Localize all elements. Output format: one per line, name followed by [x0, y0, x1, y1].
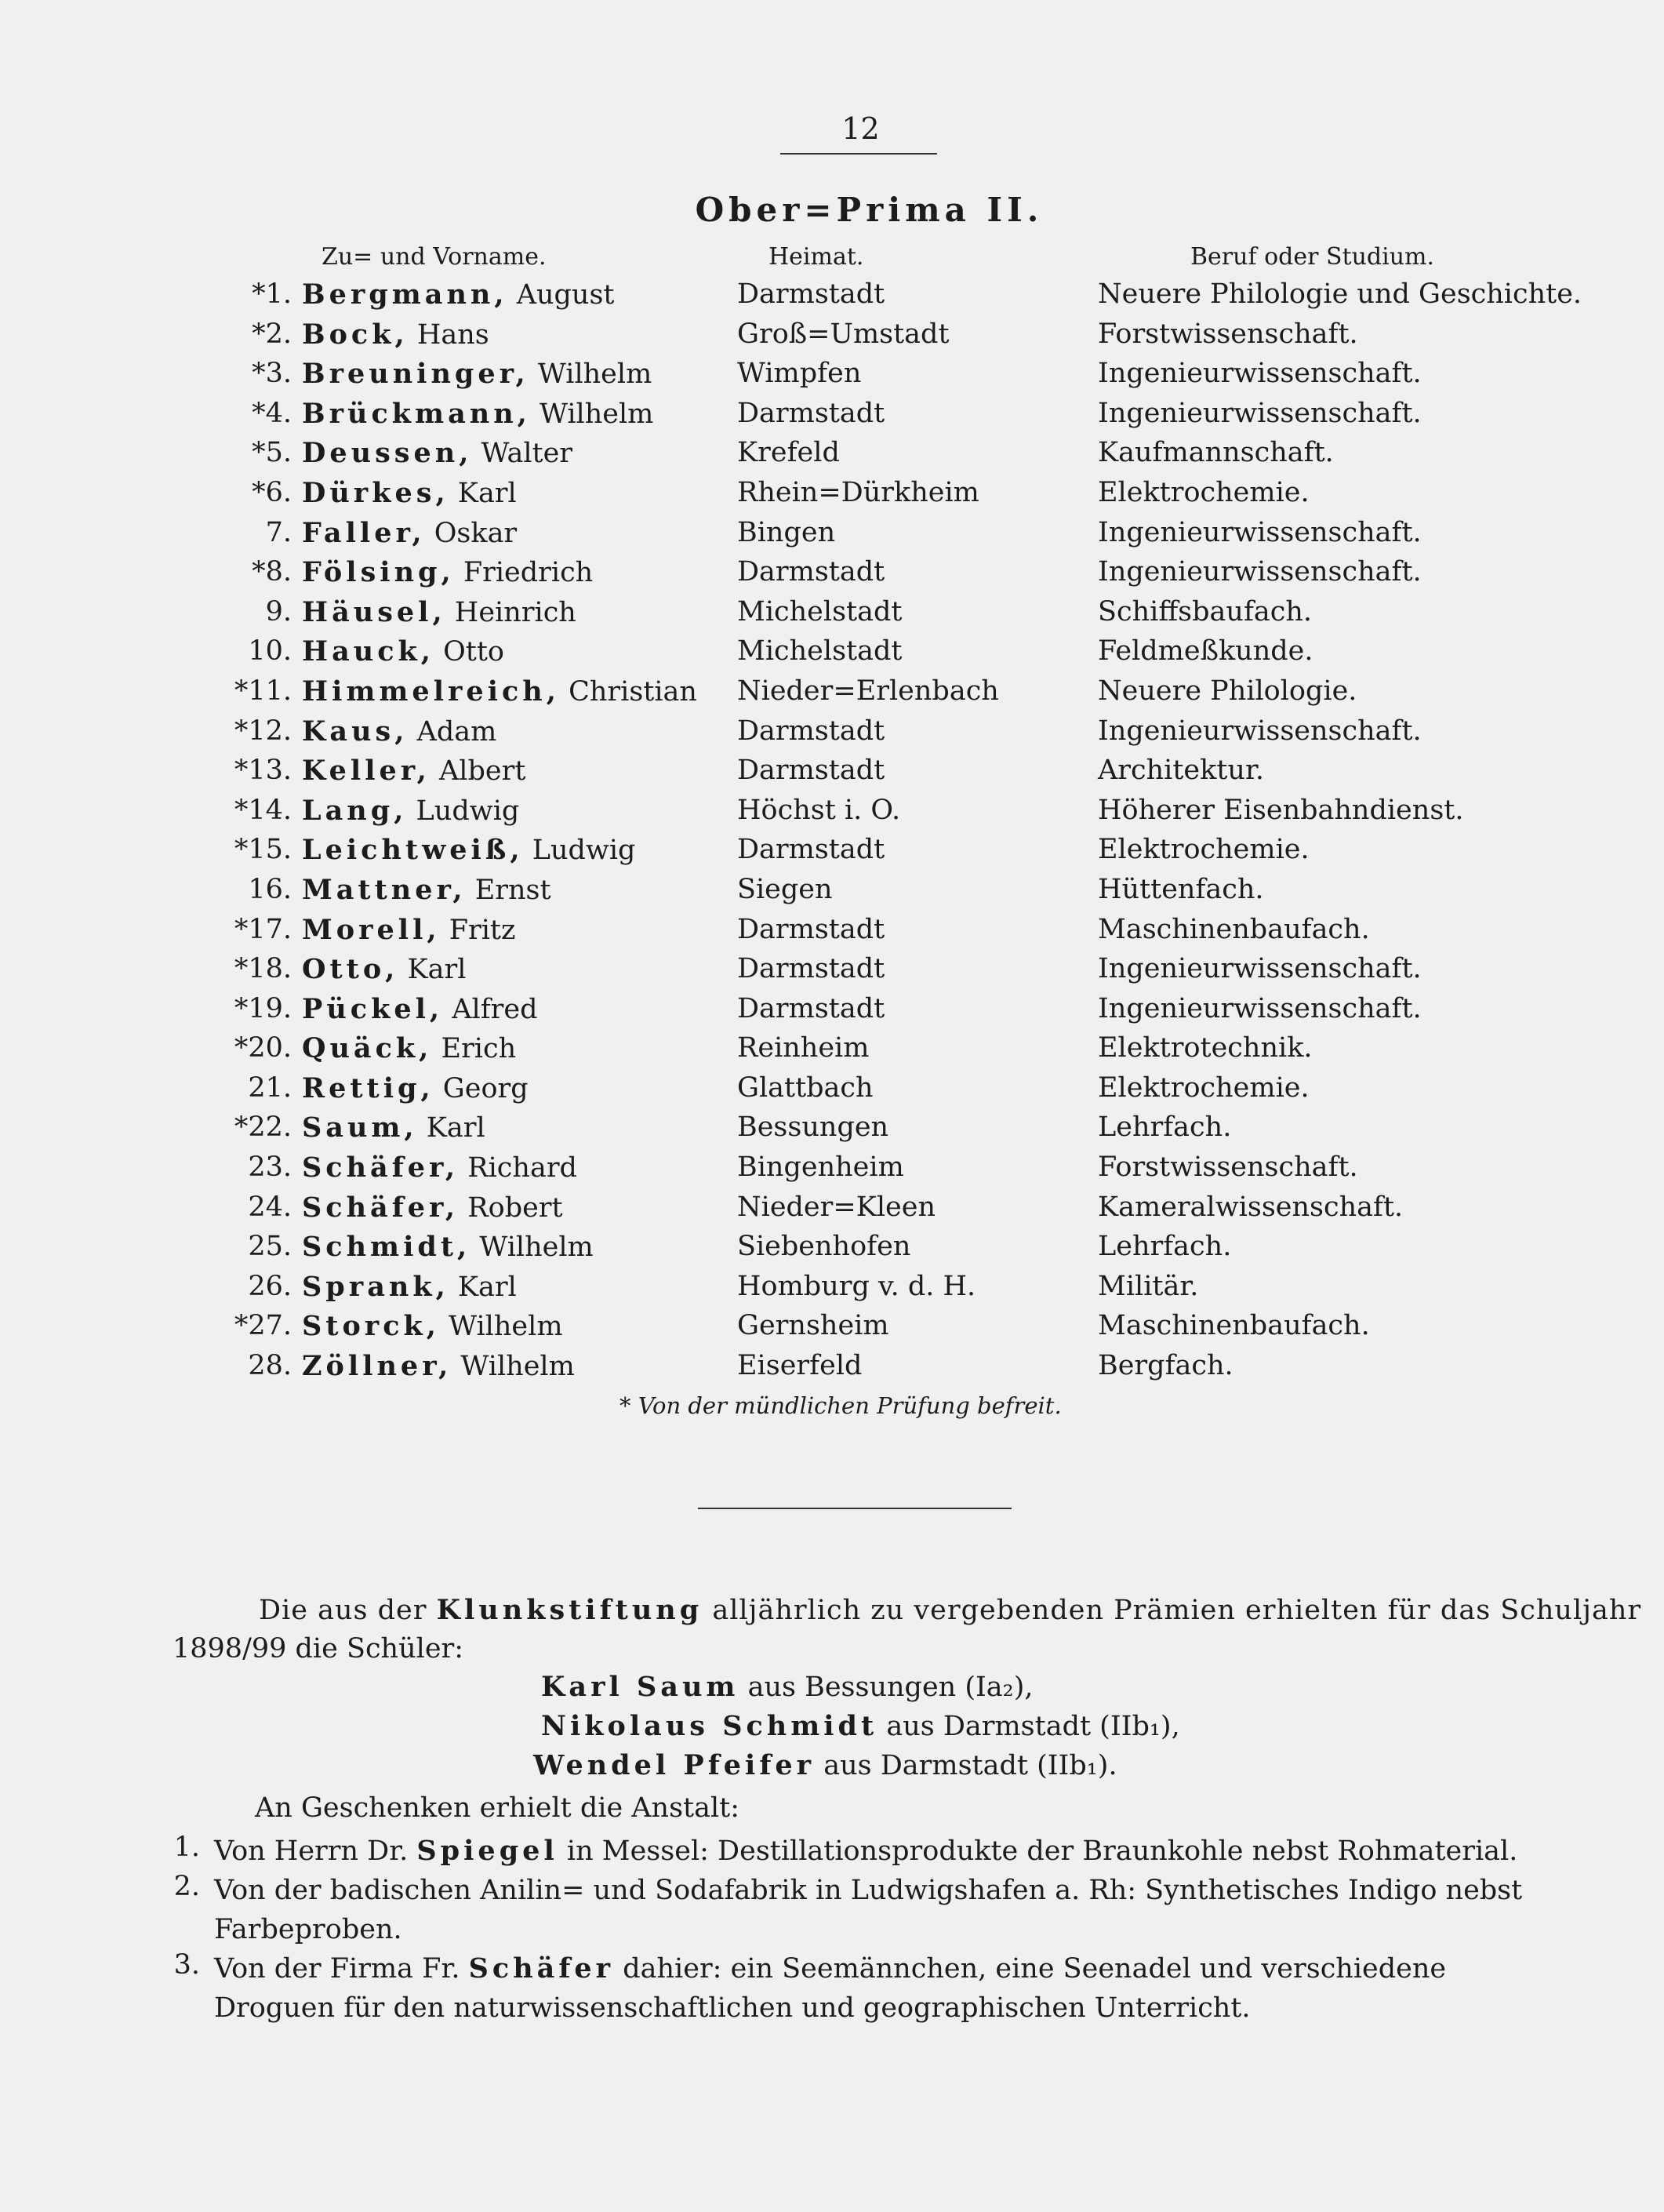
student-name	[302, 477, 517, 509]
student-number: 23.	[248, 1151, 292, 1184]
student-name	[302, 993, 538, 1025]
student-number: *15.	[234, 834, 292, 866]
student-name	[302, 437, 572, 469]
student-firstname: Richard	[467, 1152, 577, 1184]
student-surname: Mattner,	[302, 873, 467, 906]
column-header-career: Beruf oder Studium.	[1190, 243, 1435, 271]
student-career: Militär.	[1098, 1270, 1199, 1302]
student-row	[196, 953, 1576, 993]
winner-detail: aus Bessungen (Ia₂),	[747, 1672, 1034, 1703]
student-firstname: Karl	[457, 1271, 517, 1303]
student-surname: Schäfer,	[302, 1151, 460, 1184]
prize-intro-line-1	[259, 1594, 1642, 1626]
student-row	[196, 1072, 1576, 1112]
winner-name: Nikolaus Schmidt	[541, 1710, 878, 1742]
student-firstname: Wilhelm	[537, 358, 652, 391]
student-surname: Leichtweiß,	[302, 834, 524, 867]
student-career: Elektrochemie.	[1098, 1071, 1310, 1104]
student-name	[302, 914, 515, 946]
student-number: 7.	[265, 516, 292, 548]
student-home: Darmstadt	[737, 278, 885, 310]
student-number: *4.	[252, 397, 292, 429]
student-home: Groß=Umstadt	[737, 318, 950, 350]
prize-winner	[541, 1710, 1180, 1742]
section-title: Ober=Prima II.	[695, 191, 1044, 229]
student-surname: Hauck,	[302, 635, 434, 668]
student-row	[196, 755, 1576, 795]
student-firstname: Ernst	[474, 874, 551, 906]
student-career: Maschinenbaufach.	[1098, 913, 1370, 945]
student-name	[302, 1032, 516, 1064]
gift-text-post: in Messel: Destillationsprodukte der Braunkohle nebst Rohmaterial.	[566, 1835, 1518, 1867]
student-surname: Otto,	[302, 953, 399, 986]
page-number: 12	[841, 111, 880, 146]
student-surname: Fölsing,	[302, 556, 455, 589]
winner-name: Wendel Pfeifer	[533, 1749, 816, 1781]
student-surname: Zöllner,	[302, 1350, 452, 1383]
prize-intro-text-a: Die aus der	[259, 1595, 427, 1626]
student-number: 16.	[248, 873, 292, 905]
student-number: 24.	[248, 1191, 292, 1223]
student-surname: Sprank,	[302, 1270, 449, 1303]
student-home: Gernsheim	[737, 1310, 889, 1342]
student-firstname: Ludwig	[532, 835, 636, 867]
student-career: Maschinenbaufach.	[1098, 1310, 1370, 1342]
student-home: Nieder=Erlenbach	[737, 675, 999, 707]
student-table	[196, 278, 1582, 1390]
student-career: Elektrochemie.	[1098, 476, 1310, 508]
student-surname: Dürkes,	[302, 476, 449, 509]
student-firstname: Wilhelm	[460, 1351, 575, 1383]
student-number: *18.	[234, 953, 292, 985]
student-career: Schiffsbaufach.	[1098, 595, 1313, 628]
student-surname: Brückmann,	[302, 397, 531, 430]
gift-text: Von der badischen Anilin= und Sodafabrik in Ludwigshafen a. Rh: Synthetisches Indigo nebst Farbeproben.	[214, 1875, 1523, 1945]
student-row	[196, 437, 1576, 477]
student-number: *3.	[252, 358, 292, 390]
gift-donor-name: Schäfer	[468, 1952, 615, 1985]
winner-detail: aus Darmstadt (IIb₁),	[886, 1711, 1180, 1742]
student-firstname: Christian	[569, 675, 697, 708]
student-row	[196, 635, 1576, 675]
student-home: Darmstadt	[737, 397, 885, 429]
winner-detail: aus Darmstadt (IIb₁).	[823, 1750, 1117, 1781]
student-career: Höherer Eisenbahndienst.	[1098, 794, 1464, 826]
gift-text-post: dahier: ein Seemännchen, eine Seenadel und verschiedene Droguen für den naturwissenschaftlichen und geographischen Unterricht.	[214, 1953, 1447, 2024]
student-home: Bessungen	[737, 1111, 889, 1144]
student-career: Neuere Philologie.	[1098, 675, 1357, 707]
student-home: Darmstadt	[737, 913, 885, 945]
student-home: Glattbach	[737, 1071, 874, 1104]
student-career: Elektrochemie.	[1098, 834, 1310, 866]
student-career: Elektrotechnik.	[1098, 1032, 1313, 1064]
student-firstname: Friedrich	[463, 557, 594, 589]
student-row	[196, 834, 1576, 874]
student-home: Bingen	[737, 516, 836, 548]
student-career: Architektur.	[1098, 755, 1264, 787]
footnote: * Von der mündlichen Prüfung befreit.	[619, 1392, 1062, 1419]
student-career: Ingenieurwissenschaft.	[1098, 358, 1422, 390]
student-career: Kaufmannschaft.	[1098, 437, 1334, 469]
gift-number: 1.	[173, 1832, 200, 1863]
student-surname: Storck,	[302, 1310, 440, 1343]
student-firstname: Heinrich	[454, 596, 576, 628]
student-firstname: Ludwig	[416, 795, 520, 827]
gift-donor-name: Spiegel	[416, 1835, 558, 1867]
student-firstname: Wilhelm	[539, 398, 654, 430]
student-row	[196, 1111, 1576, 1151]
student-career: Ingenieurwissenschaft.	[1098, 715, 1422, 747]
student-firstname: Karl	[407, 954, 467, 986]
student-number: *19.	[234, 992, 292, 1024]
student-name	[302, 1350, 575, 1382]
student-number: *11.	[234, 675, 292, 707]
student-row	[196, 993, 1576, 1033]
student-home: Darmstadt	[737, 715, 885, 747]
student-home: Michelstadt	[737, 635, 903, 668]
student-surname: Faller,	[302, 516, 426, 549]
student-number: *22.	[234, 1111, 292, 1144]
student-number: *2.	[252, 318, 292, 350]
student-row	[196, 398, 1576, 438]
student-firstname: Karl	[426, 1112, 485, 1144]
student-surname: Bock,	[302, 318, 409, 351]
student-career: Kameralwissenschaft.	[1098, 1191, 1404, 1223]
student-name	[302, 1111, 485, 1144]
student-name	[302, 755, 525, 787]
student-surname: Häusel,	[302, 595, 446, 628]
student-home: Darmstadt	[737, 953, 885, 985]
student-number: 21.	[248, 1071, 292, 1104]
student-firstname: Alfred	[452, 993, 538, 1025]
student-surname: Morell,	[302, 913, 441, 946]
gift-text	[214, 1832, 1531, 1871]
student-home: Wimpfen	[737, 358, 862, 390]
student-row	[196, 278, 1582, 318]
student-home: Siebenhofen	[737, 1231, 911, 1263]
student-name	[302, 1231, 594, 1263]
student-number: *20.	[234, 1032, 292, 1064]
student-name	[302, 834, 635, 866]
student-number: *1.	[252, 278, 292, 310]
student-career: Forstwissenschaft.	[1098, 318, 1358, 350]
student-row	[196, 795, 1576, 835]
student-home: Homburg v. d. H.	[737, 1270, 976, 1302]
student-name	[302, 1310, 563, 1342]
student-home: Rhein=Dürkheim	[737, 476, 979, 508]
student-row	[196, 318, 1576, 358]
winner-name: Karl Saum	[541, 1671, 739, 1703]
student-row	[196, 874, 1576, 914]
student-surname: Schmidt,	[302, 1231, 471, 1264]
student-number: *12.	[234, 715, 292, 747]
student-number: *17.	[234, 913, 292, 945]
student-surname: Saum,	[302, 1111, 418, 1144]
student-firstname: Hans	[416, 318, 489, 351]
student-career: Forstwissenschaft.	[1098, 1151, 1358, 1184]
gift-number: 3.	[173, 1949, 200, 1981]
student-row	[196, 517, 1576, 557]
student-firstname: Wilhelm	[449, 1311, 563, 1343]
student-row	[196, 1310, 1576, 1350]
student-name	[302, 1271, 517, 1303]
student-row	[196, 596, 1576, 636]
student-number: *13.	[234, 755, 292, 787]
student-career: Ingenieurwissenschaft.	[1098, 556, 1422, 588]
student-firstname: Georg	[442, 1072, 529, 1104]
student-firstname: Fritz	[449, 914, 516, 946]
student-name	[302, 795, 519, 827]
student-career: Ingenieurwissenschaft.	[1098, 953, 1422, 985]
student-firstname: Karl	[457, 477, 517, 509]
student-row	[196, 914, 1576, 954]
student-home: Bingenheim	[737, 1151, 904, 1184]
student-row	[196, 1191, 1576, 1232]
student-home: Reinheim	[737, 1032, 870, 1064]
student-name	[302, 953, 466, 985]
prize-foundation-name: Klunkstiftung	[436, 1594, 703, 1626]
student-name	[302, 1151, 577, 1184]
student-name	[302, 358, 652, 390]
student-surname: Lang,	[302, 794, 408, 827]
student-home: Eiserfeld	[737, 1350, 863, 1382]
student-name	[302, 318, 489, 351]
student-career: Lehrfach.	[1098, 1231, 1232, 1263]
student-surname: Schäfer,	[302, 1191, 460, 1224]
student-home: Darmstadt	[737, 834, 885, 866]
student-career: Ingenieurwissenschaft.	[1098, 516, 1422, 548]
student-firstname: Albert	[439, 755, 526, 788]
prize-intro-text-c: alljährlich zu vergebenden Prämien erhielten für das Schuljahr	[712, 1595, 1642, 1626]
student-name	[302, 398, 653, 430]
student-career: Ingenieurwissenschaft.	[1098, 992, 1422, 1024]
student-home: Darmstadt	[737, 556, 885, 588]
student-name	[302, 1072, 529, 1104]
student-number: 25.	[248, 1231, 292, 1263]
student-firstname: Erich	[441, 1033, 517, 1065]
student-number: *8.	[252, 556, 292, 588]
student-home: Krefeld	[737, 437, 840, 469]
student-number: 10.	[248, 635, 292, 668]
student-row	[196, 1350, 1576, 1390]
section-divider	[698, 1508, 1012, 1509]
student-surname: Rettig,	[302, 1071, 434, 1104]
column-header-name: Zu= und Vorname.	[322, 243, 547, 271]
student-surname: Breuninger,	[302, 358, 529, 391]
student-home: Darmstadt	[737, 755, 885, 787]
student-name	[302, 675, 697, 708]
gifts-intro: An Geschenken erhielt die Anstalt:	[255, 1792, 740, 1824]
student-number: 26.	[248, 1270, 292, 1302]
student-number: 28.	[248, 1350, 292, 1382]
gift-number: 2.	[173, 1871, 200, 1902]
student-firstname: Walter	[481, 438, 573, 470]
student-row	[196, 675, 1576, 715]
student-row	[196, 1271, 1576, 1311]
student-row	[196, 1151, 1576, 1191]
student-career: Bergfach.	[1098, 1350, 1233, 1382]
student-name	[302, 278, 615, 311]
student-number: *27.	[234, 1310, 292, 1342]
student-career: Neuere Philologie und Geschichte.	[1098, 278, 1582, 310]
student-home: Höchst i. O.	[737, 794, 901, 826]
student-career: Hüttenfach.	[1098, 873, 1264, 905]
student-surname: Quäck,	[302, 1032, 433, 1065]
student-row	[196, 358, 1576, 398]
prize-intro-line-2: 1898/99 die Schüler:	[173, 1633, 464, 1664]
student-number: *14.	[234, 794, 292, 826]
student-name	[302, 874, 551, 906]
student-surname: Kaus,	[302, 715, 409, 748]
student-number: 9.	[265, 595, 292, 628]
student-name	[302, 596, 576, 628]
student-surname: Keller,	[302, 755, 431, 788]
student-surname: Pückel,	[302, 992, 444, 1025]
student-firstname: Otto	[443, 636, 504, 668]
student-surname: Himmelreich,	[302, 675, 560, 708]
header-rule	[780, 153, 937, 155]
prize-winner	[533, 1749, 1117, 1781]
student-firstname: Oskar	[434, 517, 518, 549]
student-row	[196, 556, 1576, 596]
student-row	[196, 1032, 1576, 1072]
student-home: Nieder=Kleen	[737, 1191, 936, 1223]
student-career: Lehrfach.	[1098, 1111, 1232, 1144]
student-career: Ingenieurwissenschaft.	[1098, 397, 1422, 429]
student-surname: Deussen,	[302, 437, 473, 470]
student-surname: Bergmann,	[302, 278, 508, 311]
student-number: *5.	[252, 437, 292, 469]
student-firstname: Adam	[416, 715, 497, 748]
student-name	[302, 715, 496, 748]
student-number: *6.	[252, 476, 292, 508]
student-firstname: Wilhelm	[479, 1232, 594, 1264]
student-home: Darmstadt	[737, 992, 885, 1024]
student-firstname: Robert	[467, 1191, 563, 1224]
gift-text	[214, 1949, 1531, 2028]
student-row	[196, 477, 1576, 517]
student-home: Siegen	[737, 873, 833, 905]
gift-text-pre: Von der Firma Fr.	[214, 1953, 460, 1985]
student-name	[302, 1191, 563, 1224]
prize-winner	[541, 1671, 1034, 1703]
student-name	[302, 517, 517, 549]
student-name	[302, 635, 504, 668]
student-career: Feldmeßkunde.	[1098, 635, 1313, 668]
gift-text-pre: Von Herrn Dr.	[214, 1835, 409, 1867]
student-name	[302, 556, 593, 588]
column-header-home: Heimat.	[768, 243, 864, 271]
student-row	[196, 1231, 1576, 1271]
student-home: Michelstadt	[737, 595, 903, 628]
student-row	[196, 715, 1576, 755]
student-firstname: August	[516, 279, 615, 311]
